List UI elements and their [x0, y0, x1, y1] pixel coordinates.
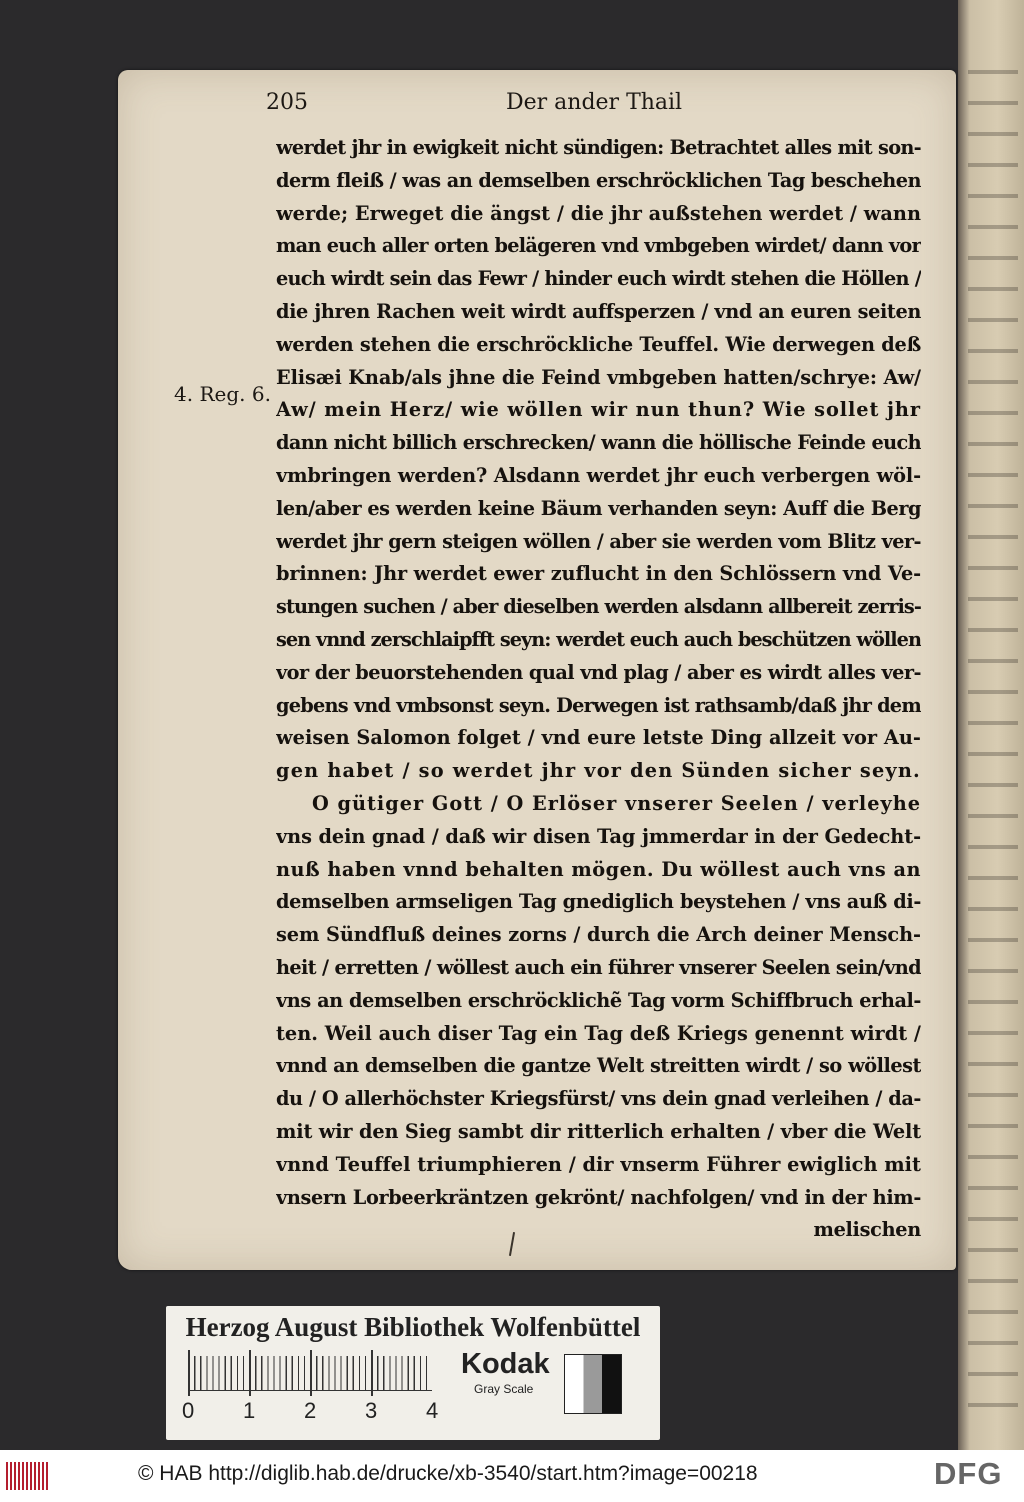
- text-line: gen habet / so werdet jhr vor den Sünden sicher seyn.: [276, 759, 921, 783]
- text-line: euch wirdt sein das Fewr / hinder euch wirdt stehen die Höllen /: [276, 267, 921, 291]
- text-line: die jhren Rachen weit wirdt auffsperzen / vnd an euren seiten: [276, 299, 921, 323]
- text-line: werde; Erweget die ängst / die jhr außstehen werdet / wann: [276, 201, 921, 225]
- text-line: vnsern Lorbeerkräntzen gekrönt/ nachfolgen/ vnd in der him-: [276, 1185, 921, 1209]
- margin-note: 4. Reg. 6.: [174, 382, 271, 406]
- text-line: stungen suchen / aber dieselben werden alsdann allbereit zerris-: [276, 595, 921, 619]
- text-line: dann nicht billich erschrecken/ wann die höllische Feinde euch: [276, 431, 921, 455]
- text-line: len/aber es werden keine Bäum verhanden seyn: Auff die Berg: [276, 496, 921, 520]
- gray-scale-text: Gray Scale: [474, 1382, 534, 1396]
- text-line: werdet jhr gern steigen wöllen / aber sie werden vom Blitz ver-: [276, 529, 921, 553]
- text-line: sen vnnd zerschlaipfft seyn: werdet euch auch beschützen wöllen: [276, 627, 921, 651]
- book-page: [118, 70, 956, 1270]
- barcode-icon: [6, 1462, 50, 1490]
- text-line: vmbringen werden? Alsdann werdet jhr euch verbergen wöl-: [276, 463, 921, 487]
- text-line: vns dein gnad / daß wir disen Tag jmmerdar in der Gedecht-: [276, 824, 921, 848]
- text-line: derm fleiß / was an demselben erschröcklichen Tag beschehen: [276, 168, 921, 192]
- text-line: werdet jhr in ewigkeit nicht sündigen: Betrachtet alles mit son-: [276, 136, 921, 159]
- bleed-through-text: [968, 70, 1018, 1420]
- library-label: [166, 1306, 660, 1440]
- gray-scale-patch: [564, 1354, 622, 1414]
- ruler-major-ticks: [188, 1350, 432, 1396]
- body-text: [276, 132, 921, 1247]
- library-name: Herzog August Bibliothek Wolfenbüttel: [185, 1312, 641, 1342]
- text-line: weisen Salomon folget / vnd eure letste Ding allzeit vor Au-: [276, 726, 921, 750]
- text-line: du / O allerhöchster Kriegsfürst/ vns dein gnad verleihen / da-: [276, 1087, 921, 1111]
- page-header: [118, 90, 956, 120]
- text-line: nuß haben vnnd behalten mögen. Du wöllest auch vns an: [276, 857, 921, 881]
- kodak-brand: Kodak: [461, 1348, 550, 1380]
- text-line: melischen: [813, 1218, 921, 1242]
- text-line: vnnd Teuffel triumphieren / dir vnserm Führer ewiglich mit: [276, 1152, 921, 1176]
- scale-number: 2: [304, 1398, 317, 1423]
- text-line: man euch aller orten belägeren vnd vmbgeben wirdet/ dann vor: [276, 234, 921, 258]
- dfg-logo: DFG: [934, 1456, 1003, 1491]
- copyright-link[interactable]: © HAB http://diglib.hab.de/drucke/xb-3540/start.htm?image=00218: [138, 1462, 758, 1485]
- text-line: Elisæi Knab/als jhne die Feind vmbgeben hatten/schrye: Aw/: [276, 365, 921, 389]
- text-line: werden stehen die erschröckliche Teuffel. Wie derwegen deß: [276, 332, 921, 356]
- text-line: vns an demselben erschröcklichẽ Tag vorm Schiffbruch erhal-: [276, 988, 921, 1012]
- text-line: brinnen: Jhr werdet ewer zuflucht in den Schlössern vnd Ve-: [276, 562, 921, 586]
- text-line: heit / erretten / wöllest auch ein führer vnserer Seelen sein/vnd: [276, 955, 921, 979]
- next-page-edge: [958, 0, 1024, 1450]
- scale-number: 0: [182, 1398, 195, 1423]
- text-line: demselben armseligen Tag gnediglich beystehen / vns auß di-: [276, 890, 921, 914]
- scale-number: 1: [243, 1398, 256, 1423]
- text-line: Aw/ mein Herz/ wie wöllen wir nun thun? Wie sollet jhr: [276, 398, 921, 422]
- text-line: mit wir den Sieg sambt dir ritterlich erhalten / vber die Welt: [276, 1119, 921, 1143]
- text-line: O gütiger Gott / O Erlöser vnserer Seelen / verleyhe: [312, 791, 921, 815]
- text-line: vor der beuorstehenden qual vnd plag / aber es wirdt alles ver-: [276, 660, 921, 684]
- text-line: sem Sündfluß deines zorns / durch die Arch deiner Mensch-: [276, 923, 921, 947]
- scale-number: 3: [365, 1398, 378, 1423]
- text-line: gebens vnd vmbsonst seyn. Derwegen ist rathsamb/daß jhr dem: [276, 693, 921, 717]
- scale-number: 4: [426, 1398, 439, 1423]
- footer-bar: [0, 1450, 1024, 1502]
- running-title: Der ander Thail: [506, 90, 683, 115]
- text-line: vnnd an demselben die gantze Welt streitten wirdt / so wöllest: [276, 1054, 921, 1078]
- page-number: 205: [266, 90, 308, 115]
- text-line: ten. Weil auch diser Tag ein Tag deß Kriegs genennt wirdt /: [276, 1021, 921, 1045]
